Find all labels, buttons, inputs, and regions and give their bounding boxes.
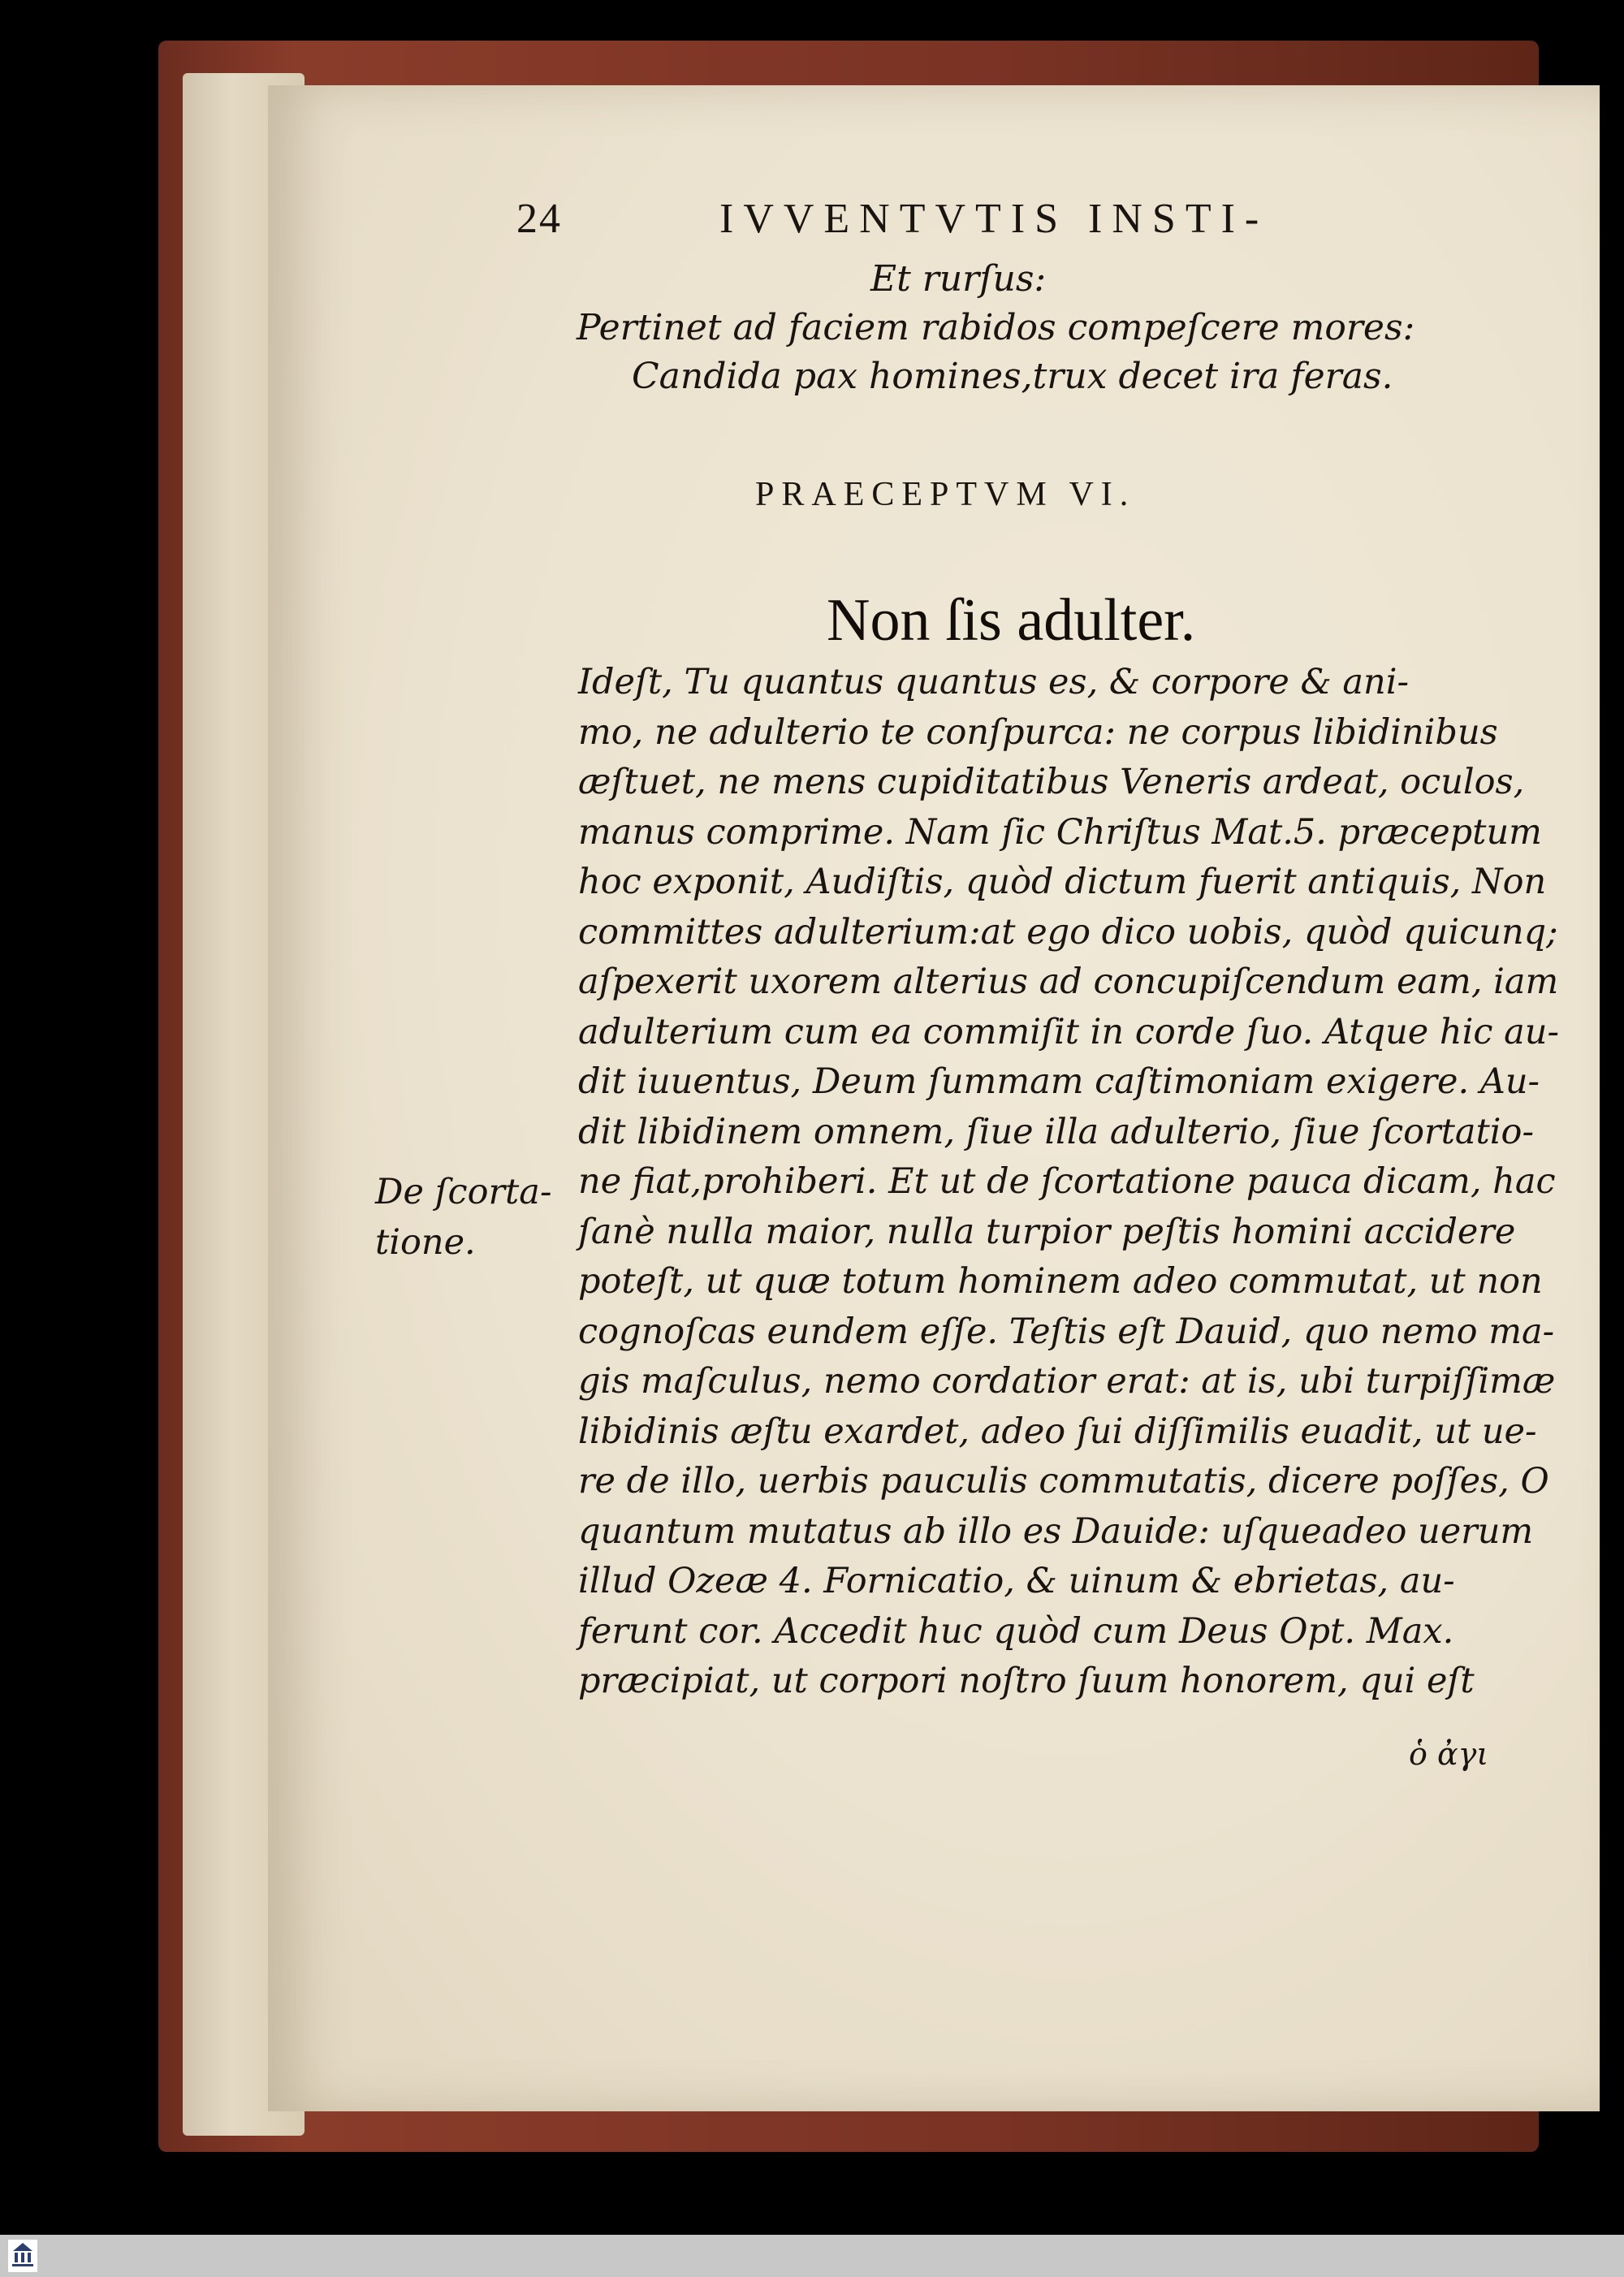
body-line: manus comprime. Nam ſic Chriſtus Mat.5. præceptum (578, 811, 1542, 853)
verse-line-1: Pertinet ad faciem rabidos compeſcere mores: (577, 307, 1415, 348)
body-line: ne fiat,prohiberi. Et ut de ſcortatione pauca dicam, hac (578, 1161, 1556, 1202)
body-line: poteſt, ut quæ totum hominem adeo commutat, ut non (578, 1261, 1543, 1302)
section-title: Non ſis adulter. (827, 587, 1196, 654)
section-heading: PRAECEPTVM VI. (755, 476, 1136, 513)
body-line: adulterium cum ea commiſit in corde ſuo. Atque hic au- (578, 1011, 1559, 1052)
body-line: libidinis æſtu exardet, adeo ſui diſſimilis euadit, ut ue- (578, 1411, 1537, 1452)
viewer-bottom-bar (0, 2235, 1624, 2277)
marginal-note-line-2: tione. (375, 1222, 476, 1263)
marginal-note-line-1: De ſcorta- (375, 1172, 552, 1212)
library-logo-icon (6, 2239, 39, 2273)
body-line: aſpexerit uxorem alterius ad concupiſcendum eam, iam (578, 961, 1559, 1002)
body-line: illud Ozeæ 4. Fornicatio, & uinum & ebrietas, au- (578, 1561, 1455, 1601)
page-header (516, 195, 1364, 244)
body-line: quantum mutatus ab illo es Dauide: uſqueadeo uerum (578, 1510, 1534, 1552)
running-title: IVVENTVTIS INSTI- (719, 196, 1269, 242)
catchword: ὁ ἀγι (1409, 1736, 1489, 1772)
body-line: æſtuet, ne mens cupiditatibus Veneris ardeat, oculos, (578, 762, 1525, 802)
body-line: ferunt cor. Accedit huc quòd cum Deus Opt. Max. (578, 1610, 1454, 1652)
body-text (578, 658, 1559, 1707)
marginal-note (375, 1167, 551, 1268)
body-line: hoc exponit, Audiſtis, quòd dictum fuerit antiquis, Non (578, 862, 1547, 902)
body-line: gis maſculus, nemo cordatior erat: at is, ubi turpiſſimæ (578, 1361, 1556, 1402)
body-line: ſanè nulla maior, nulla turpior peſtis homini accidere (578, 1211, 1516, 1252)
body-line: Ideſt, Tu quantus quantus es, & corpore & ani- (578, 662, 1410, 702)
body-line: mo, ne adulterio te conſpurca: ne corpus libidinibus (578, 711, 1498, 753)
body-line: dit iuuentus, Deum ſummam caſtimoniam exigere. Au- (578, 1061, 1540, 1102)
body-line: cognoſcas eundem eſſe. Teſtis eſt Dauid, quo nemo ma- (578, 1311, 1555, 1352)
body-line: committes adulterium:at ego dico uobis, quòd quicunq; (578, 911, 1558, 953)
body-line: dit libidinem omnem, ſiue illa adulterio, ſiue ſcortatio- (578, 1111, 1534, 1152)
body-line: præcipiat, ut corpori noſtro ſuum honorem, qui eſt (578, 1661, 1475, 1701)
verse-line-2: Candida pax homines,trux decet ira feras. (632, 356, 1393, 397)
body-line: re de illo, uerbis pauculis commutatis, dicere poſſes, O (578, 1461, 1549, 1501)
page-number: 24 (516, 196, 562, 242)
verse-intro: Et rurſus: (870, 258, 1047, 300)
